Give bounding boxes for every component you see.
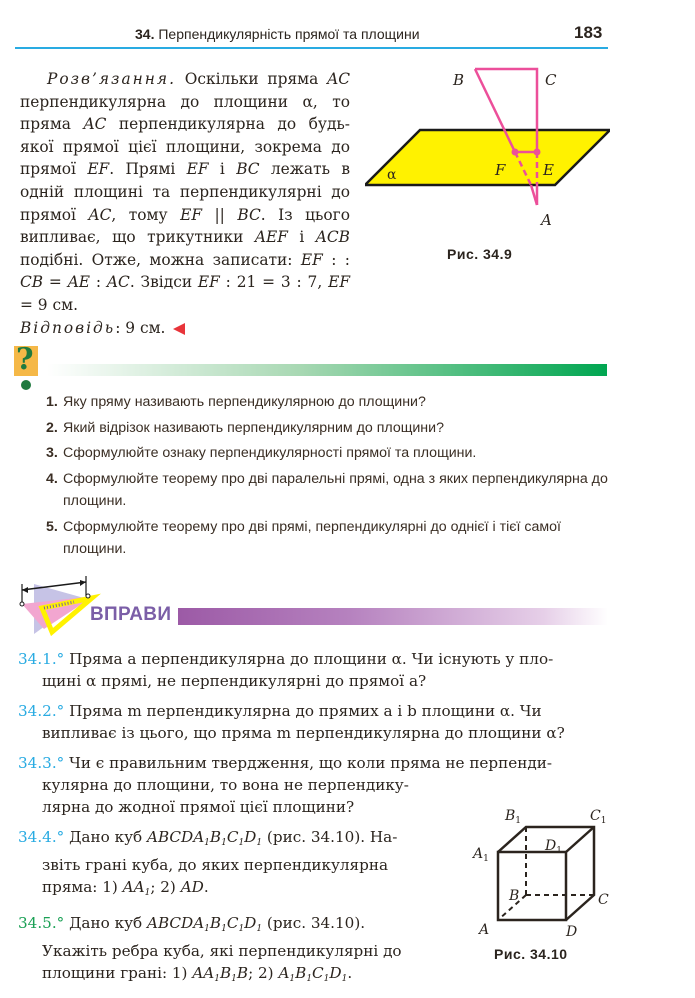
figure-34-10-caption: Рис. 34.10 xyxy=(494,946,568,962)
questions-bar xyxy=(47,364,607,376)
solution-label: Розв’язання. xyxy=(47,70,176,88)
exercise-34-5: 34.5.° Дано куб $ABCDA_1B_1C_1D_1$ (рис. 34.10). Укажіть ребра куба, які перпендикулярні до площини грані: 1) $AA_1B_1B$; 2) $A_1B_1C_1D_1$. xyxy=(18,912,618,990)
question-number: 5. xyxy=(46,518,58,535)
question-number: 1. xyxy=(46,394,58,410)
answer-line xyxy=(20,317,350,340)
question-glyph: ? xyxy=(16,342,34,377)
exercise-text: кулярна до площини, то вона не перпендику- xyxy=(42,776,409,794)
page-number: 183 xyxy=(574,23,603,42)
exercise-text: . xyxy=(203,878,209,896)
exercise-text: щині α прямі, не перпендикулярні до прямої a? xyxy=(42,672,427,690)
svg-text:C: C xyxy=(598,892,609,908)
exercise-34-1 xyxy=(18,648,618,692)
question-number: 4. xyxy=(46,470,58,487)
exercise-34-4: 34.4.° Дано куб $ABCDA_1B_1C_1D_1$ (рис. 34.10). На- звіть грані куба, до яких перпендикулярна пряма: 1) $AA_1$; 2) AD. xyxy=(18,826,618,904)
exercise-text: звіть грані куба, до яких перпендикулярна xyxy=(42,856,389,874)
difficulty-mark: ° xyxy=(56,650,65,668)
figure-34-9-caption: Рис. 34.9 xyxy=(447,246,513,262)
section-number: 34. xyxy=(135,26,155,42)
svg-text:D1: $D_1$ xyxy=(545,838,562,856)
svg-text:D: D xyxy=(566,924,578,940)
question-text: Сформулюйте теорему про дві прямі, перпендикулярні до однієї і тієї самої площини. xyxy=(63,518,561,557)
exercise-text: лярна до жодної прямої цієї площини? xyxy=(42,798,355,816)
svg-text:B: B xyxy=(509,888,520,904)
exercise-text: Укажіть ребра куба, які перпендикулярні до xyxy=(42,942,402,960)
difficulty-mark: ° xyxy=(56,702,65,720)
header-rule xyxy=(15,47,608,49)
exercise-number: 34.2. xyxy=(18,702,57,720)
exercise-math: AD xyxy=(180,878,204,896)
svg-text:A: A xyxy=(479,922,490,938)
solution-text: Розв’язання. Оскільки пряма AC перпендикулярна до площини α, то пряма AC перпендикулярна до будь-якої прямої цієї площини, зокрема до прямої EF. Прямі EF і BC лежать в одній площині та перпендикулярні до прямої AC, тому EF || BC. Із цього випливає, що трикутники AEF і ACB подібні. Отже, можна записати: EF : : CB = AE : AC. Звідси EF : 21 = 3 : 7, EF = 9 см. xyxy=(20,70,350,314)
exercise-text: ; 2) xyxy=(248,964,279,982)
exercise-text: Дано куб xyxy=(69,828,147,846)
question-dot-icon xyxy=(21,380,31,390)
figure-34-9-diagram xyxy=(365,65,610,240)
exercise-text: площини грані: 1) xyxy=(42,964,193,982)
answer-value: : 9 см. xyxy=(115,318,166,337)
questions-list xyxy=(46,391,626,564)
svg-text:A1: $A_1$ xyxy=(473,846,489,864)
exercise-34-2 xyxy=(18,700,618,744)
question-text: Сформулюйте теорему про дві паралельні прямі, одна з яких перпендикулярна до площини. xyxy=(63,470,608,509)
difficulty-mark: ° xyxy=(56,754,65,772)
exercise-text: (рис. 34.10). На- xyxy=(262,828,398,846)
label-A: A xyxy=(541,211,552,229)
difficulty-mark: ° xyxy=(56,914,65,932)
plane-alpha xyxy=(365,130,610,185)
question-mark-icon xyxy=(14,342,38,377)
page-header xyxy=(15,22,456,48)
question-text: Сформулюйте ознаку перпендикулярності прямої та площини. xyxy=(63,445,477,461)
section-title xyxy=(135,26,420,42)
label-E: E xyxy=(543,161,554,179)
svg-text:B1: $B_1$ xyxy=(505,808,522,826)
figure-34-10-cube xyxy=(465,790,625,950)
difficulty-mark: ° xyxy=(56,828,65,846)
exercise-text: випливає із цього, що пряма m перпендикулярна до площини α? xyxy=(42,724,565,742)
exercise-text: Пряма m перпендикулярна до прямих a і b площини α. Чи xyxy=(69,702,542,720)
exercises-title: ВПРАВИ xyxy=(90,604,172,625)
exercise-text: пряма: 1) xyxy=(42,878,123,896)
exercise-number: 34.1. xyxy=(18,650,57,668)
question-item xyxy=(46,417,626,440)
exercise-text: Дано куб xyxy=(69,914,147,932)
exercise-text: ; 2) xyxy=(150,878,181,896)
exercise-text: . xyxy=(347,964,353,982)
question-item xyxy=(46,391,626,414)
end-of-solution-triangle-icon xyxy=(173,323,185,335)
exercise-number: 34.4. xyxy=(18,828,57,846)
exercise-text: (рис. 34.10). xyxy=(262,914,366,932)
question-item xyxy=(46,516,626,561)
question-number: 3. xyxy=(46,445,58,461)
solution-block xyxy=(20,68,350,339)
question-item xyxy=(46,442,626,465)
question-item xyxy=(46,468,626,513)
question-text: Який відрізок називають перпендикулярним до площини? xyxy=(63,419,444,436)
exercise-number: 34.5. xyxy=(18,914,57,932)
exercise-number: 34.3. xyxy=(18,754,57,772)
label-F: F xyxy=(495,161,506,179)
label-B: B xyxy=(453,71,465,89)
svg-text:C1: $C_1$ xyxy=(590,808,607,826)
question-number: 2. xyxy=(46,419,58,436)
question-text: Яку пряму називають перпендикулярною до площини? xyxy=(63,394,426,410)
label-C: C xyxy=(545,71,557,89)
exercise-text: Пряма a перпендикулярна до площини α. Чи існують у пло- xyxy=(69,650,554,668)
section-title-text: Перпендикулярність прямої та площини xyxy=(158,26,420,42)
answer-label: Відповідь xyxy=(20,318,116,337)
label-alpha: α xyxy=(387,167,397,183)
exercise-text: Чи є правильним твердження, що коли пряма не перпенди- xyxy=(69,754,552,772)
exercises-bar xyxy=(178,608,608,625)
